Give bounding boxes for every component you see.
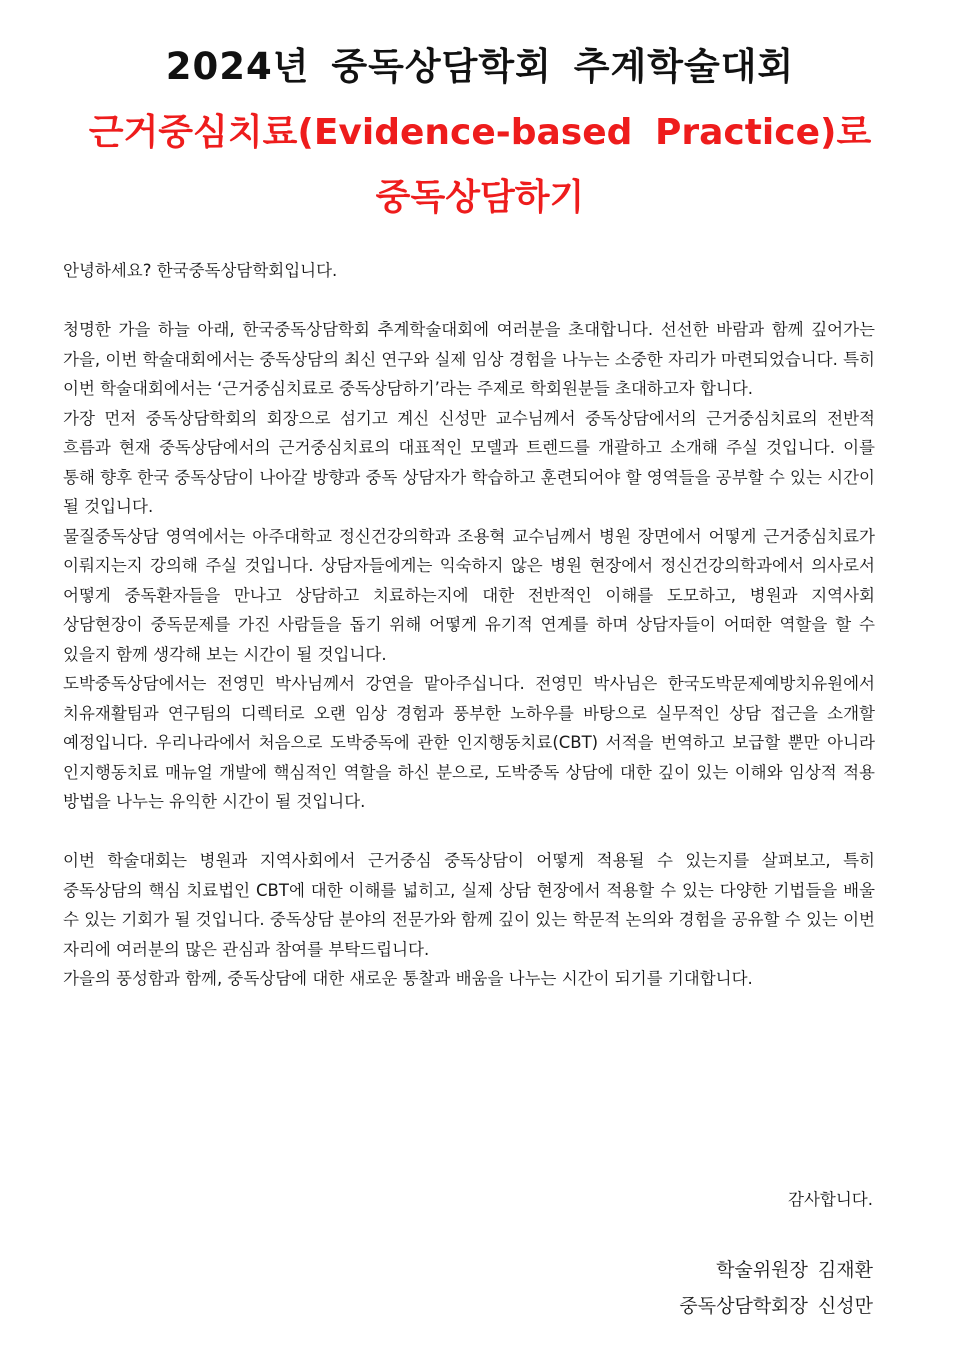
page-title: 2024년 중독상담학회 추계학술대회	[165, 45, 795, 88]
gambling-addiction-paragraph: 도박중독상담에서는 전영민 박사님께서 강연을 맡아주십니다. 전영민 박사님은 한국도박문제예방치유원에서 치유재활팀과 연구팀의 디렉터로 오랜 임상 경험과 풍부한 노하우를 바탕으로 실무적인 상담 접근을 소개할 예정입니다. 우리나라에서 처음으로 도박중독에 관한 인지행동치료(CBT) 서적을 번역하고 보급할 뿐만 아니라 인지행동치료 매뉴얼 개발에 핵심적인 역할을 하신 분으로, 도박중독 상담에 대한 깊이 있는 이해와 임상적 적용 방법을 나누는 유익한 시간이 될 것입니다.	[63, 674, 875, 811]
summary-paragraph: 이번 학술대회는 병원과 지역사회에서 근거중심 중독상담이 어떻게 적용될 수 있는지를 살펴보고, 특히 중독상담의 핵심 치료법인 CBT에 대한 이해를 넓히고, 실제 상담 현장에서 적용할 수 있는 다양한 기법들을 배울 수 있는 기회가 될 것입니다. 중독상담 분야의 전문가와 함께 깊이 있는 학문적 논의와 경험을 공유할 수 있는 이번 자리에 여러분의 많은 관심과 참여를 부탁드립니다.	[63, 851, 875, 959]
intro-paragraph: 청명한 가을 하늘 아래, 한국중독상담학회 추계학술대회에 여러분을 초대합니다. 선선한 바람과 함께 깊어가는 가을, 이번 학술대회에서는 중독상담의 최신 연구와 실제 임상 경험을 나누는 소중한 자리가 마련되었습니다. 특히 이번 학술대회에서는 ‘근거중심치료로 중독상담하기’라는 주제로 학회원분들 초대하고자 합니다.	[63, 320, 875, 398]
page-subtitle-line2: 중독상담하기	[375, 177, 585, 218]
keynote-paragraph: 가장 먼저 중독상담학회의 회장으로 섬기고 계신 신성만 교수님께서 중독상담에서의 근거중심치료의 전반적 흐름과 현재 중독상담에서의 근거중심치료의 대표적인 모델과 트렌드를 개괄하고 소개해 주실 것입니다. 이를 통해 향후 한국 중독상담이 나아갈 방향과 중독 상담자가 학습하고 훈련되어야 할 영역들을 공부할 수 있는 시간이 될 것입니다.	[63, 408, 875, 516]
signature-society-president: 중독상담학회장 신성만	[679, 1295, 873, 1317]
letter-body	[63, 256, 875, 994]
closing-text: 감사합니다.	[788, 1190, 873, 1209]
signature-committee-chair: 학술위원장 김재환	[716, 1259, 873, 1281]
paragraph-spacer	[63, 286, 875, 316]
closing-wish-paragraph: 가을의 풍성함과 함께, 중독상담에 대한 새로운 통찰과 배움을 나누는 시간이 되기를 기대합니다.	[63, 969, 753, 988]
paragraph-spacer	[63, 817, 875, 847]
substance-addiction-paragraph: 물질중독상담 영역에서는 아주대학교 정신건강의학과 조용혁 교수님께서 병원 장면에서 어떻게 근거중심치료가 이뤄지는지 강의해 주실 것입니다. 상담자들에게는 익숙하지 않은 병원 현장에서 정신건강의학과에서 의사로서 어떻게 중독환자들을 만나고 상담하고 치료하는지에 대한 전반적인 이해를 도모하고, 병원과 지역사회 상담현장이 중독문제를 가진 사람들을 돕기 위해 어떻게 유기적 연계를 하며 상담자들이 어떠한 역할을 할 수 있을지 함께 생각해 보는 시간이 될 것입니다.	[63, 526, 875, 664]
greeting-text: 안녕하세요? 한국중독상담학회입니다.	[63, 261, 338, 280]
page-subtitle-line1: 근거중심치료(Evidence-based Practice)로	[88, 112, 872, 153]
